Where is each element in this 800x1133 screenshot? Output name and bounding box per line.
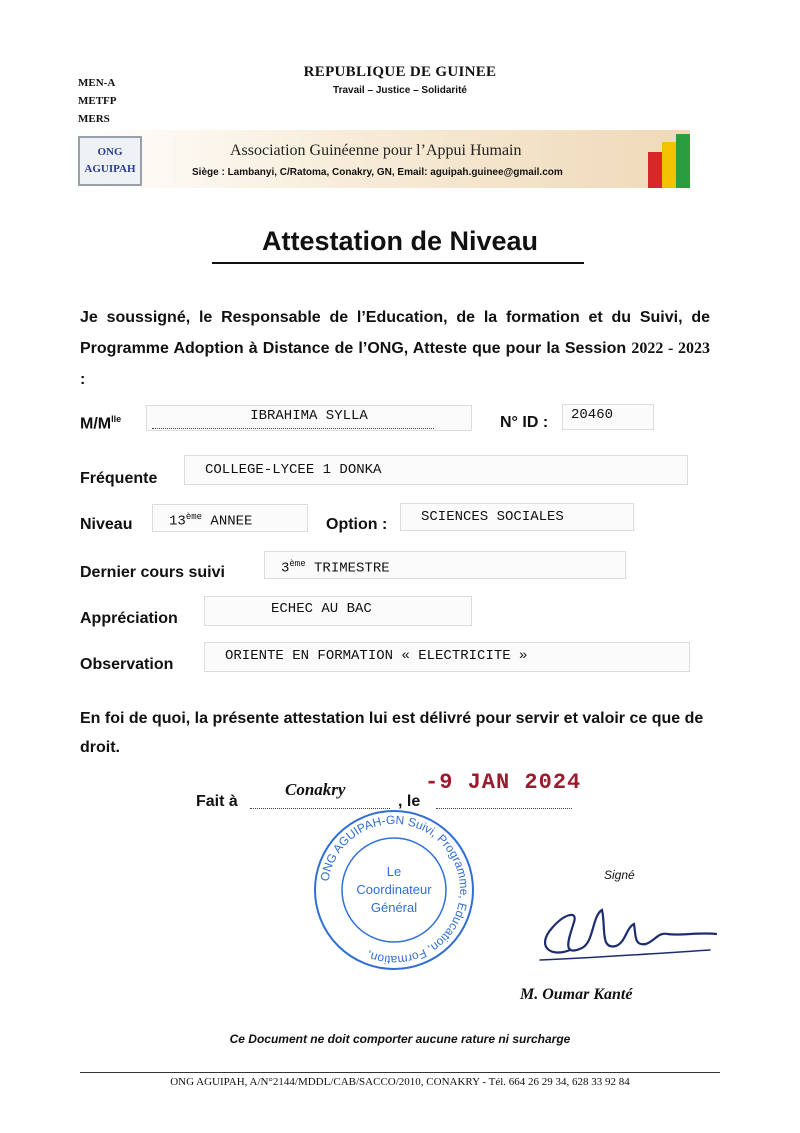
name-field: IBRAHIMA SYLLA	[146, 405, 472, 431]
level-number: 13	[169, 513, 186, 530]
republic-title: REPUBLIQUE DE GUINEE	[303, 64, 497, 80]
flag-green-stripe	[676, 134, 690, 188]
level-field	[152, 504, 308, 532]
national-motto: Travail – Justice – Solidarité	[333, 85, 467, 96]
seal-ring-text: ONG AGUIPAH-GN Suivi, Programme, Education, Formation,	[317, 812, 472, 968]
date-stamp: -9 JAN 2024	[425, 770, 582, 795]
place-value: Conakry	[285, 780, 346, 799]
le-label: , le	[398, 793, 421, 810]
intro-end: :	[80, 371, 86, 388]
document-notice: Ce Document ne doit comporter aucune rature ni surcharge	[229, 1032, 571, 1046]
level-sup: ème	[185, 512, 203, 522]
appreciation-label: Appréciation	[80, 610, 178, 627]
intro-paragraph	[80, 302, 710, 395]
last-course-number: 3	[281, 560, 290, 577]
id-label: N° ID :	[500, 414, 549, 431]
title-underline	[212, 262, 584, 264]
organization-seal	[312, 808, 476, 972]
ministry-item: MEN-A	[78, 77, 116, 89]
name-label-sup: lle	[111, 414, 122, 424]
signed-label: Signé	[604, 868, 635, 882]
closing-statement: En foi de quoi, la présente attestation lui est délivré pour servir et valoir ce que de droit.	[80, 710, 704, 756]
name-label	[80, 414, 121, 433]
ministry-item: METFP	[78, 95, 117, 107]
ong-logo	[78, 136, 142, 186]
logo-line-1: ONG	[97, 146, 123, 158]
flag-yellow-stripe	[662, 142, 676, 188]
seal-center-line-1: Le	[386, 864, 402, 879]
name-label-text: M/M	[80, 415, 112, 433]
footer-divider	[80, 1072, 720, 1073]
association-address: Siège : Lambanyi, C/Ratoma, Conakry, GN, Email: aguipah.guinee@gmail.com	[192, 167, 563, 178]
guinea-flag-icon	[644, 134, 692, 188]
level-word: ANNEE	[202, 513, 253, 530]
session-years: 2022 - 2023	[631, 340, 711, 357]
association-name: Association Guinéenne pour l’Appui Humain	[230, 142, 522, 159]
flag-red-stripe	[648, 152, 662, 188]
seal-center-line-2: Coordinateur	[356, 882, 432, 897]
id-field: 20460	[562, 404, 654, 430]
seal-center-line-3: Général	[370, 900, 418, 915]
last-course-label: Dernier cours suivi	[80, 564, 225, 581]
last-course-sup: ème	[289, 559, 306, 569]
document-title: Attestation de Niveau	[261, 226, 539, 256]
observation-label: Observation	[80, 656, 174, 673]
ministries-list	[78, 74, 117, 128]
option-label: Option :	[326, 516, 388, 533]
ministry-item: MERS	[78, 113, 110, 125]
fait-label: Fait à	[196, 793, 238, 810]
level-label: Niveau	[80, 516, 133, 533]
observation-field: ORIENTE EN FORMATION « ELECTRICITE »	[204, 642, 690, 672]
intro-text: Je soussigné, le Responsable de l’Education, de la formation et du Suivi, de Programme Adoption à Distance de l’ONG, Atteste que pour la Session	[80, 309, 710, 357]
footer-text: ONG AGUIPAH, A/N°2144/MDDL/CAB/SACCO/2010, CONAKRY - Tél. 664 26 29 34, 628 33 92 84	[170, 1076, 630, 1088]
option-field: SCIENCES SOCIALES	[400, 503, 634, 531]
school-label: Fréquente	[80, 470, 158, 487]
appreciation-field: ECHEC AU BAC	[204, 596, 472, 626]
school-field: COLLEGE-LYCEE 1 DONKA	[184, 455, 688, 485]
handwritten-signature	[530, 888, 720, 968]
last-course-word: TRIMESTRE	[305, 560, 390, 577]
name-dotted-line	[152, 428, 434, 429]
last-course-field	[264, 551, 626, 579]
signatory-name: M. Oumar Kanté	[520, 986, 633, 1003]
logo-line-2: AGUIPAH	[84, 163, 136, 175]
